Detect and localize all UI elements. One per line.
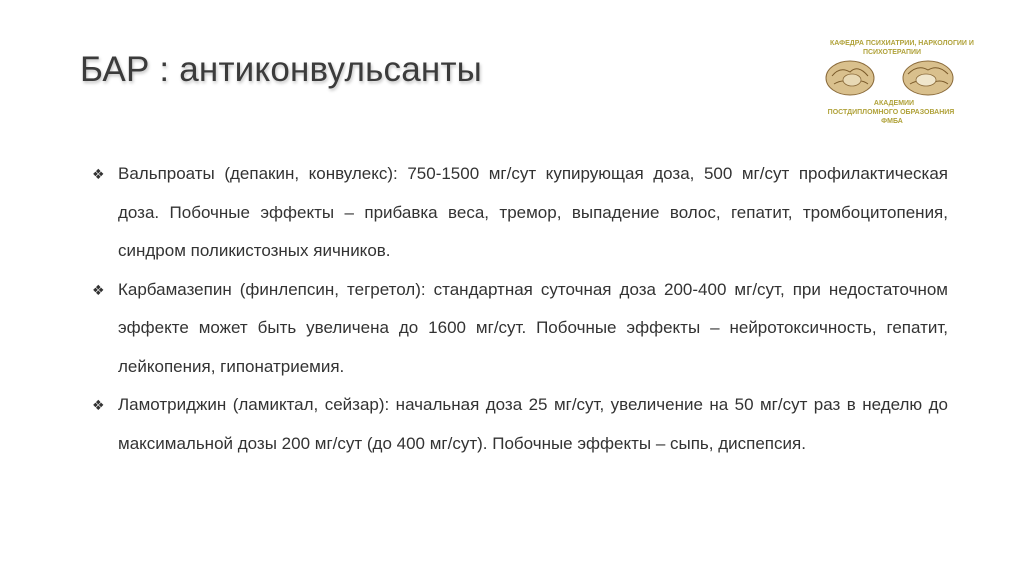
diamond-bullet-icon: ❖ (92, 281, 105, 298)
slide-title: БАР : антиконвульсанты (80, 50, 483, 89)
diamond-bullet-icon: ❖ (92, 397, 105, 413)
list-item-text: Карбамазепин (финлепсин, тегретол): стандартная суточная доза 200-400 мг/сут, при недостаточном эффекте может быть увеличена до 1600 мг/сут. Побочные эффекты – нейротоксичность, гепатит, лейкопения, гипонатриемия. (118, 279, 948, 376)
logo-line-5: ФМБА (881, 118, 903, 125)
list-item-text: Вальпроаты (депакин, конвулекс): 750-1500 мг/сут купирующая доза, 500 мг/сут профилактическая доза. Побочные эффекты – прибавка веса, тремор, выпадение волос, гепатит, тромбоцитопения, синдром поликистозных яичников. (118, 164, 948, 260)
logo-line-1: КАФЕДРА ПСИХИАТРИИ, НАРКОЛОГИИ И (830, 40, 974, 47)
department-logo (822, 36, 974, 126)
logo-line-3: АКАДЕМИИ (873, 100, 915, 107)
logo-line-4: ПОСТДИПЛОМНОГО ОБРАЗОВАНИЯ (827, 109, 955, 116)
list-item-text: Ламотриджин (ламиктал, сейзар): начальная доза 25 мг/сут, увеличение на 50 мг/сут раз в неделю до максимальной дозы 200 мг/сут (до 400 мг/сут). Побочные эффекты – сыпь, диспепсия. (118, 395, 948, 453)
list-item (92, 155, 948, 271)
logo-line-2: ПСИХОТЕРАПИИ (862, 49, 922, 56)
bullet-list (92, 155, 948, 463)
list-item (92, 386, 948, 463)
brain-icon (822, 56, 956, 100)
list-item (92, 271, 948, 387)
diamond-bullet-icon: ❖ (92, 166, 105, 182)
